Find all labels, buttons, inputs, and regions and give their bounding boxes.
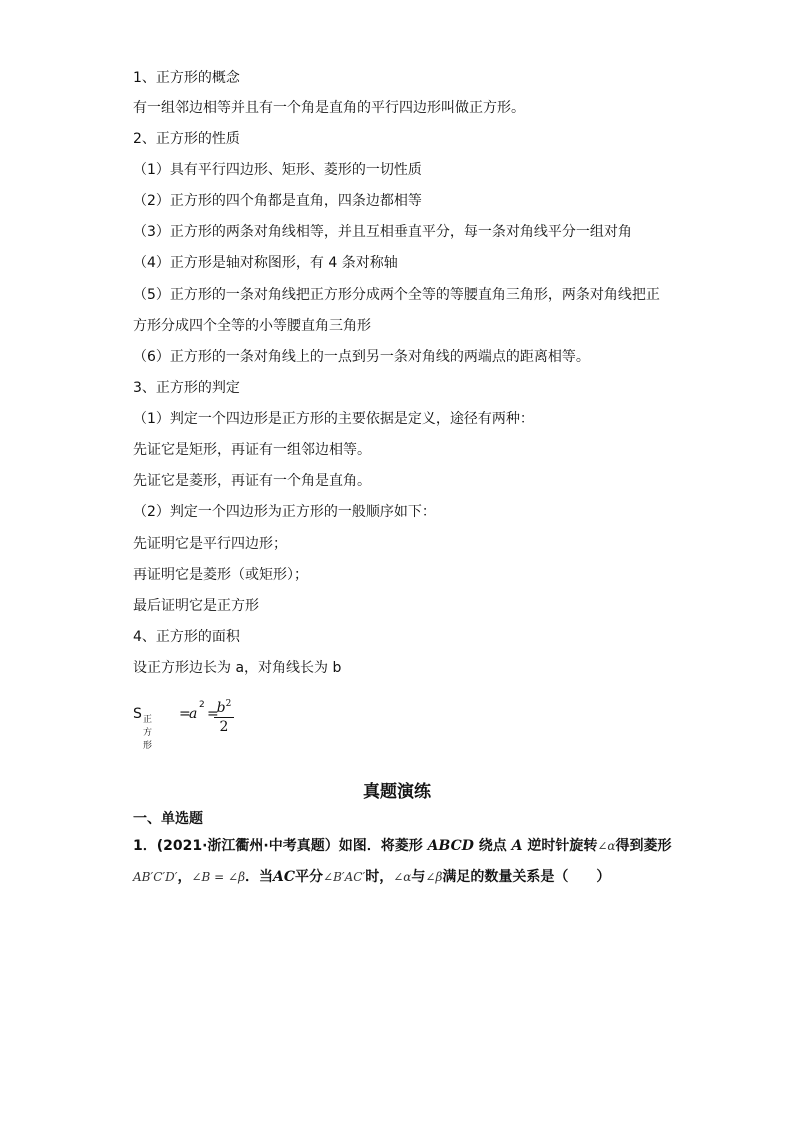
formula-eq: =: [179, 706, 191, 722]
q1-fig-name: AB′C′D′: [133, 870, 178, 884]
judge-line: 先证明它是平行四边形；: [133, 536, 287, 552]
q1-text: 与: [411, 869, 426, 885]
q1-text: 时，: [365, 869, 394, 885]
fraction-denominator: 2: [219, 719, 229, 735]
q1-abcd: ABCD: [427, 838, 474, 854]
q1-point-a: A: [511, 838, 523, 854]
property-item: （6）正方形的一条对角线上的一点到另一条对角线的两端点的距离相等。: [133, 349, 590, 365]
practice-title: 真题演练: [363, 782, 431, 802]
fraction-bar: [214, 717, 234, 718]
q1-beta: ∠β: [425, 870, 443, 884]
property-heading: 2、正方形的性质: [133, 131, 240, 147]
numerator-exp: 2: [225, 699, 232, 709]
question-1-line-2: [133, 867, 610, 887]
q1-alpha: ∠α: [393, 870, 412, 884]
fraction-numerator: [214, 696, 234, 716]
q1-ac: AC: [273, 869, 296, 885]
q1-text: 逆时针旋转: [527, 838, 598, 854]
practice-subheading: 一、单选题: [133, 811, 203, 827]
q1-text: 平分: [295, 869, 324, 885]
property-item: （2）正方形的四个角都是直角，四条边都相等: [133, 193, 422, 209]
numerator-b: b: [216, 700, 226, 716]
formula-a: a: [189, 706, 198, 722]
concept-text: 有一组邻边相等并且有一个角是直角的平行四边形叫做正方形。: [133, 100, 525, 116]
area-text: 设正方形边长为 a，对角线长为 b: [133, 660, 342, 676]
judge-line: （1）判定一个四边形是正方形的主要依据是定义，途径有两种：: [133, 411, 534, 427]
formula-fraction: [214, 696, 234, 735]
q1-text: 得到菱形: [615, 838, 672, 854]
q1-alpha: ∠α: [597, 839, 616, 853]
formula-subscript: 正方形: [143, 715, 153, 751]
property-item: （5）正方形的一条对角线把正方形分成两个全等的等腰直角三角形，两条对角线把正: [133, 287, 660, 303]
formula-s: S: [133, 706, 142, 722]
property-item: （1）具有平行四边形、矩形、菱形的一切性质: [133, 162, 422, 178]
formula-a-exp: 2: [199, 700, 205, 710]
q1-text: ．当: [245, 869, 274, 885]
judge-line: 再证明它是菱形（或矩形）；: [133, 567, 308, 583]
judge-line: 先证它是菱形，再证有一个角是直角。: [133, 473, 371, 489]
q1-text: 1．(2021·浙江衢州·中考真题）如图．将菱形: [133, 838, 423, 854]
judge-heading: 3、正方形的判定: [133, 380, 240, 396]
q1-angle-eq: ∠B = ∠β: [191, 870, 246, 884]
question-1-line-1: [133, 836, 672, 856]
property-item-cont: 方形分成四个全等的小等腰直角三角形: [133, 318, 371, 334]
formula-eq2: =: [207, 706, 219, 722]
property-item: （4）正方形是轴对称图形，有 4 条对称轴: [133, 255, 398, 271]
property-item: （3）正方形的两条对角线相等，并且互相垂直平分，每一条对角线平分一组对角: [133, 224, 632, 240]
judge-line: 先证它是矩形，再证有一组邻边相等。: [133, 442, 371, 458]
concept-heading: 1、正方形的概念: [133, 70, 240, 86]
judge-line: （2）判定一个四边形为正方形的一般顺序如下：: [133, 504, 436, 520]
area-heading: 4、正方形的面积: [133, 629, 240, 645]
q1-text: ，: [177, 869, 192, 885]
judge-line: 最后证明它是正方形: [133, 598, 259, 614]
q1-angle-bac: ∠B′AC′: [323, 870, 366, 884]
q1-text: 绕点: [478, 838, 507, 854]
q1-text: 满足的数量关系是（ ）: [442, 869, 611, 885]
